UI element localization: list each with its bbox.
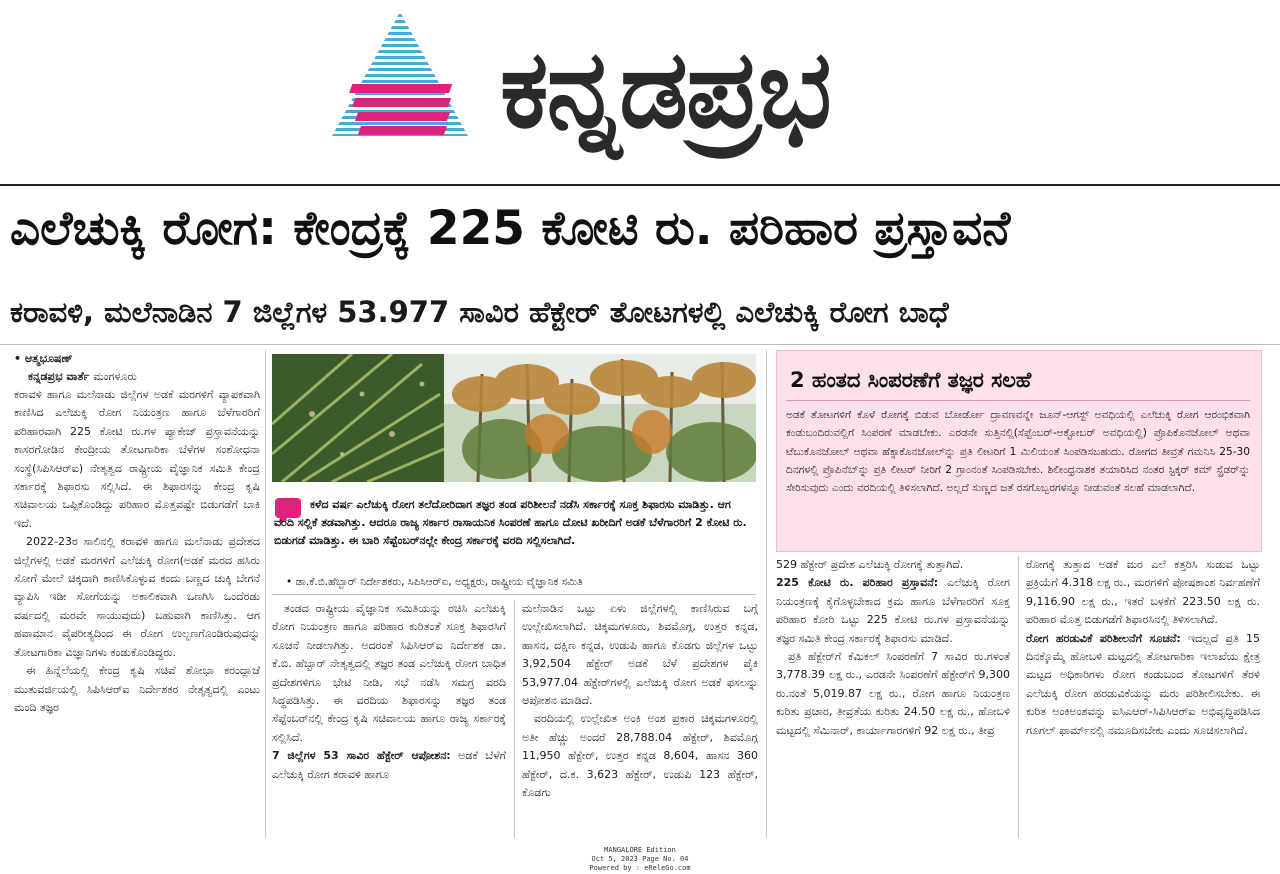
col4-subhead-text: ಎಲೆಚುಕ್ಕಿ ರೋಗ ನಿಯಂತ್ರಣಕ್ಕೆ ಕೈಗೊಳ್ಳಬೇಕಾದ ಕ್ರಮ ಹಾಗೂ ಬೆಳೆಗಾರರಿಗೆ ಸೂಕ್ತ ಪರಿಹಾರ ಕೋರಿ ಒಟ್ಟು 225 ಕೋಟಿ ರು.ಗಳ ಪ್ರಸ್ತಾವನೆಯನ್ನು ತಜ್ಞರ ಸಮಿತಿ ಕೇಂದ್ರ ಸರ್ಕಾರಕ್ಕೆ ಶಿಫಾರಸು ಮಾಡಿದೆ. bbox=[776, 576, 1010, 645]
photo-caption-text: ಕಳೆದ ವರ್ಷ ಎಲೆಚುಕ್ಕಿ ರೋಗ ತಲೆದೋರಿದಾಗ ತಜ್ಞರ ತಂಡ ಪರಿಶೀಲನೆ ನಡೆಸಿ ಸರ್ಕಾರಕ್ಕೆ ಸೂಕ್ತ ಶಿಫಾರಸು ಮಾಡಿತ್ತು. ಆಗ ವರದಿ ಸಲ್ಲಿಕೆ ತಡವಾಗಿತ್ತು. ಆದರೂ ರಾಜ್ಯ ಸರ್ಕಾರ ರಾಸಾಯನಿಕ ಸಿಂಪರಣೆ ಹಾಗೂ ದೋಟಿ ಖರೀದಿಗೆ ಅಡಕೆ ಬೆಳೆಗಾರರಿಗೆ 2 ಕೋಟಿ ರು. ಬಿಡುಗಡೆ ಮಾಡಿತ್ತು. ಈ ಬಾರಿ ಸೆಪ್ಟೆಂಬರ್‌ನಲ್ಲೇ ಕೇಂದ್ರ ಸರ್ಕಾರಕ್ಕೆ ವರದಿ ಸಲ್ಲಿಸಲಾಗಿದೆ. bbox=[274, 498, 747, 547]
expert-advice-title-rule bbox=[786, 400, 1250, 401]
col5-subhead-paragraph bbox=[1026, 630, 1260, 740]
column-3 bbox=[522, 600, 758, 838]
col4-paragraph-1: 529 ಹೆಕ್ಟೇರ್ ಪ್ರದೇಶ ಎಲೆಚುಕ್ಕಿ ರೋಗಕ್ಕೆ ತುತ್ತಾಗಿದೆ. bbox=[776, 558, 964, 571]
col2-paragraph-1: ತಂಡದ ರಾಷ್ಟ್ರೀಯ ವೈಜ್ಞಾನಿಕ ಸಮಿತಿಯನ್ನು ರಚಿಸಿ ಎಲೆಚುಕ್ಕಿ ರೋಗ ನಿಯಂತ್ರಣ ಹಾಗೂ ಪರಿಹಾರ ಕುರಿತಂತೆ ಸೂಕ್ತ ಶಿಫಾರಸಿಗೆ ಸೂಚನೆ ನೀಡಲಾಗಿತ್ತು. ಅದರಂತೆ ಸಿಪಿಸಿಆರ್‌ಐ ನಿರ್ದೇಶಕ ಡಾ. ಕೆ.ಬಿ. ಹೆಬ್ಬಾರ್ ನೇತೃತ್ವದಲ್ಲಿ ತಜ್ಞರ ತಂಡ ಎಲೆಚುಕ್ಕಿ ರೋಗ ಬಾಧಿತ ಪ್ರದೇಶಗಳಿಗೂ ಭೇಟಿ ನೀಡಿ, ಸಭೆ ನಡೆಸಿ ಸಮಗ್ರ ವರದಿ ಸಿದ್ಧಪಡಿಸಿತ್ತು. ಈ ವರದಿಯ ಶಿಫಾರಸನ್ನು ತಜ್ಞರ ತಂಡ ಸೆಪ್ಟೆಂಬರ್‌ನಲ್ಲಿ ಕೇಂದ್ರ ಕೃಷಿ ಸಚಿವಾಲಯ ಹಾಗೂ ರಾಜ್ಯ ಸರ್ಕಾರಕ್ಕೆ ಸಲ್ಲಿಸಿದೆ. bbox=[272, 602, 506, 744]
col1-paragraph-3: ಈ ಹಿನ್ನೆಲೆಯಲ್ಲಿ ಕೇಂದ್ರ ಕೃಷಿ ಸಚಿವೆ ಶೋಭಾ ಕರಂದ್ಲಾಜೆ ಮುತುವರ್ಜಿಯಲ್ಲಿ ಸಿಪಿಸಿಆರ್‌ಐ ನಿರ್ದೇಶಕರ ನೇತೃತ್ವದಲ್ಲಿ ಎಂಟು ಮಂದಿ ತಜ್ಞರ bbox=[14, 664, 260, 714]
edition-powered-by: Powered by : eReleGo.com bbox=[589, 864, 691, 872]
edition-name: MANGALORE Edition bbox=[604, 846, 676, 854]
col2-subhead: 7 ಜಿಲ್ಲೆಗಳ 53 ಸಾವಿರ ಹೆಕ್ಟೇರ್ ಆಪೋಶನ: bbox=[272, 749, 451, 763]
byline-source bbox=[14, 368, 260, 386]
kannadaprabha-logo-icon bbox=[328, 8, 488, 143]
col5-paragraph-1: ರೋಗಕ್ಕೆ ತುತ್ತಾದ ಅಡಕೆ ಮರ ಎಲೆ ಕತ್ತರಿಸಿ ಸುಡುವ ಒಟ್ಟು ಪ್ರಕ್ರಿಯೆಗೆ 4.318 ಲಕ್ಷ ರು., ಮರಗಳಿಗೆ ಪೋಷಕಾಂಶ ನಿರ್ವಹಣೆಗೆ 9,116.90 ಲಕ್ಷ ರು., ಇತರೆ ಬಳಕೆಗೆ 223.50 ಲಕ್ಷ ರು. ಪರಿಹಾರ ಮೊತ್ತ ಬಿಡುಗಡೆಗೆ ಶಿಫಾರಸಿನಲ್ಲಿ ತಿಳಿಸಲಾಗಿದೆ. bbox=[1026, 558, 1260, 627]
column-divider bbox=[265, 350, 266, 838]
byline-place: ಮಂಗಳೂರು bbox=[93, 370, 137, 383]
subheadline: ಕರಾವಳಿ, ಮಲೆನಾಡಿನ 7 ಜಿಲ್ಲೆಗಳ 53.977 ಸಾವಿರ ಹೆಕ್ಟೇರ್ ತೋಟಗಳಲ್ಲಿ ಎಲೆಚುಕ್ಕಿ ರೋಗ ಬಾಧೆ bbox=[10, 295, 949, 329]
expert-advice-title: 2 ಹಂತದ ಸಿಂಪರಣೆಗೆ ತಜ್ಞರ ಸಲಹೆ bbox=[790, 368, 1032, 392]
quote-credit: • ಡಾ.ಕೆ.ಬಿ.ಹೆಬ್ಬಾರ್ ನಿರ್ದೇಶಕರು, ಸಿಪಿಸಿಆರ್‌ಐ, ಅಧ್ಯಕ್ಷರು, ರಾಷ್ಟ್ರೀಯ ವೈಜ್ಞಾನಿಕ ಸಮಿತಿ bbox=[286, 576, 583, 588]
masthead-rule bbox=[0, 184, 1280, 186]
arecanut-disease-photo bbox=[272, 354, 756, 482]
byline-source-name: ಕನ್ನಡಪ್ರಭ ವಾರ್ತೆ bbox=[28, 370, 90, 383]
expert-advice-body: ಅಡಕೆ ತೋಟಗಳಿಗೆ ಕೊಳೆ ರೋಗಕ್ಕೆ ಬಿಡುವ ಬೋರ್ಡೋ ದ್ರಾವಣವನ್ನೇ ಜೂನ್-ಆಗಸ್ಟ್ ಅವಧಿಯಲ್ಲಿ ಎಲೆಚುಕ್ಕಿ ರೋಗ ಆರಂಭಿಕವಾಗಿ ಕಂಡುಬಂದಿರುವಲ್ಲಿಗೆ ಸಿಂಪರಣೆ ಮಾಡಬೇಕು. ಎರಡನೇ ಸುತ್ತಿನಲ್ಲಿ(ಸೆಪ್ಟೆಂಬರ್-ಅಕ್ಟೋಬರ್ ಅವಧಿಯಲ್ಲಿ) ಪ್ರೊಪಿಕೊನಜೋಲ್ ಅಥವಾ ಟೆಬುಕೊನಜೋಲ್ ಅಥವಾ ಹೆಕ್ಸಾಕೊನಜೋಲ್‌ನ್ನು ಪ್ರತಿ ಲೀಟರಿಗೆ 1 ಮಿಲಿಯಂತೆ ಸಿಂಪಡಿಸಬಹುದು. ರೋಗದ ತೀವ್ರತೆ ಗಮನಿಸಿ 25-30 ದಿನಗಳಲ್ಲಿ ಪ್ರೊಪಿನೆಬ್‌ನ್ನು ಪ್ರತಿ ಲೀಟರ್ ನೀರಿಗೆ 2 ಗ್ರಾಂನಂತೆ ಸಿಂಪಡಿಸಬೇಕು. ಶಿಲೀಂಧ್ರನಾಶಕ ತಯಾರಿಸಿದ ನಂತರ ಸ್ಟಿಕ್ಕರ್ ಕಮ್ ಸ್ಪ್ರೆಡರ್‌ನ್ನು ಸೇರಿಸುವುದು ಎಂದು ವರದಿಯಲ್ಲಿ ತಿಳಿಸಲಾಗಿದೆ. ಅಲ್ಲದೆ ಸುಣ್ಣದ ಜತೆ ರಸಗೊಬ್ಬರಗಳನ್ನೂ ನೀಡುವಂತೆ ಸಲಹೆ ಮಾಡಲಾಗಿದೆ. bbox=[786, 409, 1250, 495]
headline-divider bbox=[0, 344, 1280, 345]
col3-paragraph-2: ವರದಿಯಲ್ಲಿ ಉಲ್ಲೇಖಿತ ಅಂಕಿ ಅಂಶ ಪ್ರಕಾರ ಚಿಕ್ಕಮಗಳೂರಲ್ಲಿ ಅತೀ ಹೆಚ್ಚು ಅಂದರೆ 28,788.04 ಹೆಕ್ಟೇರ್, ಶಿವಮೊಗ್ಗ 11,950 ಹೆಕ್ಟೇರ್, ಉತ್ತರ ಕನ್ನಡ 8,604, ಹಾಸನ 360 ಹೆಕ್ಟೇರ್, ದ.ಕ. 3,623 ಹೆಕ್ಟೇರ್, ಉಡುಪಿ 123 ಹೆಕ್ಟೇರ್, ಕೊಡಗು bbox=[522, 712, 758, 800]
byline-author: • ಆತ್ಮಭೂಷಣ್ bbox=[14, 352, 73, 365]
col1-paragraph-1: ಕರಾವಳಿ ಹಾಗೂ ಮಲೆನಾಡು ಜಿಲ್ಲೆಗಳ ಅಡಕೆ ಮರಗಳಿಗೆ ವ್ಯಾಪಕವಾಗಿ ಕಾಣಿಸಿದ ಎಲೆಚುಕ್ಕಿ ರೋಗ ನಿಯಂತ್ರಣ ಹಾಗೂ ಬೆಳೆಗಾರರಿಗೆ ಪರಿಹಾರವಾಗಿ 225 ಕೋಟಿ ರು.ಗಳ ಪ್ಯಾಕೇಜ್ ಪ್ರಸ್ತಾವನೆಯನ್ನು ಕಾಸರಗೋಡಿನ ಕೇಂದ್ರೀಯ ತೋಟಗಾರಿಕಾ ಬೆಳೆಗಳ ಸಂಶೋಧನಾ ಸಂಸ್ಥೆ(ಸಿಪಿಸಿಆರ್‌ಐ) ನೇತೃತ್ವದ ರಾಷ್ಟ್ರೀಯ ವೈಜ್ಞಾನಿಕ ಸಮಿತಿ ಕೇಂದ್ರ ಸರ್ಕಾರಕ್ಕೆ ಶಿಫಾರಸು ಸಲ್ಲಿಸಿದೆ. ಈ ಶಿಫಾರಸನ್ನು ಕೇಂದ್ರ ಕೃಷಿ ಸಚಿವಾಲಯ ಒಪ್ಪಿಕೊಂಡಿದ್ದು ಪರಿಹಾರ ಮೊತ್ತವಷ್ಟೇ ಬಿಡುಗಡೆಗೆ ಬಾಕಿ ಇದೆ. bbox=[14, 388, 260, 530]
col4-paragraph-3: ಪ್ರತಿ ಹೆಕ್ಟೇರ್‌ಗೆ ಕೆಮಿಕಲ್ ಸಿಂಪರಣೆಗೆ 7 ಸಾವಿರ ರು.ಗಳಂತೆ 3,778.39 ಲಕ್ಷ ರು., ಎರಡನೇ ಸಿಂಪರಣೆಗೆ ಹೆಕ್ಟೇರ್‌ಗೆ 9,300 ರು.ನಂತೆ 5,019.87 ಲಕ್ಷ ರು., ರೋಗ ಹಾಗೂ ನಿಯಂತ್ರಣ ಕುರಿತು ಪ್ರಚಾರ, ತೀವ್ರತೆಯ ಕುರಿತು 24.50 ಲಕ್ಷ ರು., ಹೋಬಳಿ ಮಟ್ಟದಲ್ಲಿ ಸೆಮಿನಾರ್, ಕಾರ್ಯಾಗಾರಗಳಿಗೆ 92 ಲಕ್ಷ ರು., ತೀವ್ರ bbox=[776, 650, 1010, 737]
col4-subhead: 225 ಕೋಟಿ ರು. ಪರಿಹಾರ ಪ್ರಸ್ತಾವನೆ: bbox=[776, 576, 939, 590]
column-divider bbox=[514, 600, 515, 838]
photo-caption bbox=[274, 496, 754, 550]
masthead-brand: ಕನ್ನಡಪ್ರಭ bbox=[500, 27, 830, 152]
col2-subhead-text: ಅಡಕೆ ಬೆಳೆಗೆ ಎಲೆಚುಕ್ಕಿ ರೋಗ ಕರಾವಳಿ ಹಾಗೂ bbox=[272, 749, 506, 781]
col5-subhead-text: ಇದಲ್ಲದೆ ಪ್ರತಿ 15 ದಿನಕ್ಕೊಮ್ಮೆ ಹೋಬಳಿ ಮಟ್ಟದಲ್ಲಿ ತೋಟಗಾರಿಕಾ ಇಲಾಖೆಯ ಕ್ಷೇತ್ರ ಮಟ್ಟದ ಅಧಿಕಾರಿಗಳು ರೋಗ ಕಂಡುಬಂದ ತೋಟಗಳಿಗೆ ತೆರಳಿ ಎಲೆಚುಕ್ಕಿ ರೋಗ ಹರಡುವಿಕೆಯನ್ನು ಮರು ಪರಿಶೀಲಿಸಬೇಕು. ಈ ಕುರಿತ ಅಂಕಿಅಂಶವನ್ನು ಐಸಿಎಆರ್-ಸಿಪಿಸಿಆರ್‌ಐ ಅಭಿವೃದ್ಧಿಪಡಿಸಿದ ಗೂಗಲ್ ಫಾರ್ಮ್‌ನಲ್ಲಿ ನಮೂದಿಸಬೇಕು ಎಂದು ಸೂಚಿಸಲಾಗಿದೆ. bbox=[1026, 631, 1260, 737]
col1-paragraph-2: 2022-23ರ ಸಾಲಿನಲ್ಲಿ ಕರಾವಳಿ ಹಾಗೂ ಮಲೆನಾಡು ಪ್ರದೇಶದ ಜಿಲ್ಲೆಗಳಲ್ಲಿ ಅಡಕೆ ಮರಗಳಿಗೆ ಎಲೆಚುಕ್ಕಿ ರೋಗ(ಅಡಕೆ ಮರದ ಹಸಿರು ಸೋಗೆ ಮೇಲೆ ಚಿಕ್ಕದಾಗಿ ಕಾಣಿಸಿಕೊಳ್ಳುವ ಕಂದು ಬಣ್ಣದ ಚುಕ್ಕಿ ಬೇಗನೆ ವ್ಯಾಪಿಸಿ ಇಡೀ ಸೋಗೆಯನ್ನು ಅಕಾಲಿಕವಾಗಿ ಒಣಗಿಸಿ ಒಂದೆರಡು ವರ್ಷದಲ್ಲಿ ಮರವೇ ಸಾಯುವುದು) ಬಹುವಾಗಿ ಕಾಣಿಸಿತ್ತು. ಆಗ ಹವಾಮಾನ ವೈಪರೀತ್ಯದಿಂದ ಈ ರೋಗ ಉಲ್ಬಣಗೊಂಡಿರುವುದನ್ನು ತೋಟಗಾರಿಕಾ ವಿಜ್ಞಾನಿಗಳು ಕಂಡುಕೊಂಡಿದ್ದರು. bbox=[14, 535, 260, 659]
column-divider bbox=[1018, 556, 1019, 838]
col4-subhead-paragraph bbox=[776, 574, 1010, 648]
column-5 bbox=[1026, 556, 1260, 838]
col2-subhead-paragraph bbox=[272, 747, 506, 784]
edition-footer bbox=[0, 846, 1280, 873]
column-4 bbox=[776, 556, 1010, 838]
headline: ಎಲೆಚುಕ್ಕಿ ರೋಗ: ಕೇಂದ್ರಕ್ಕೆ 225 ಕೋಟಿ ರು. ಪರಿಹಾರ ಪ್ರಸ್ತಾವನೆ bbox=[10, 201, 1011, 256]
column-divider bbox=[766, 350, 767, 838]
edition-date-page: Oct 5, 2023 Page No. 04 bbox=[591, 855, 689, 863]
column-1 bbox=[14, 350, 260, 838]
column-2 bbox=[272, 600, 506, 838]
col3-paragraph-1: ಮಲೆನಾಡಿನ ಒಟ್ಟು ಏಳು ಜಿಲ್ಲೆಗಳಲ್ಲಿ ಕಾಣಿಸಿರುವ ಬಗ್ಗೆ ಉಲ್ಲೇಖಿಸಲಾಗಿದೆ. ಚಿಕ್ಕಮಗಳೂರು, ಶಿವಮೊಗ್ಗ, ಉತ್ತರ ಕನ್ನಡ, ಹಾಸನ, ದಕ್ಷಿಣ ಕನ್ನಡ, ಉಡುಪಿ ಹಾಗೂ ಕೊಡಗು ಜಿಲ್ಲೆಗಳ ಒಟ್ಟು 3,92,504 ಹೆಕ್ಟೇರ್ ಅಡಕೆ ಬೆಳೆ ಪ್ರದೇಶಗಳ ಪೈಕಿ 53,977.04 ಹೆಕ್ಟೇರ್‌ಗಳಲ್ಲಿ ಎಲೆಚುಕ್ಕಿ ರೋಗ ಅಡಕೆ ಫಸಲನ್ನು ಆಪೋಶನ ಮಾಡಿದೆ. bbox=[522, 602, 758, 708]
col5-subhead: ರೋಗ ಹರಡುವಿಕೆ ಪರಿಶೀಲನೆಗೆ ಸೂಚನೆ: bbox=[1026, 631, 1181, 645]
caption-rule bbox=[272, 594, 756, 595]
